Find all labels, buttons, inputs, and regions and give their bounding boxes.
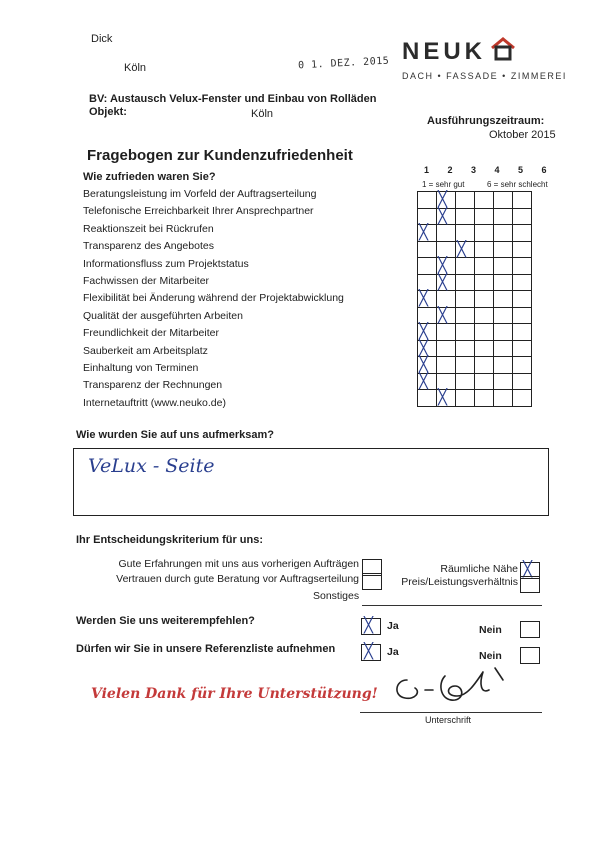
rating-cell[interactable] (513, 225, 532, 242)
rating-cell[interactable] (494, 324, 513, 341)
check-mark-icon: ╳ (364, 616, 374, 634)
rating-cell[interactable] (513, 340, 532, 357)
recommend-ja-label: Ja (387, 620, 399, 632)
rating-cell[interactable] (494, 357, 513, 374)
reference-question: Dürfen wir Sie in unsere Referenzliste aufnehmen (76, 643, 336, 655)
sonstiges-label: Sonstiges (313, 590, 360, 602)
criterion-label: Internetauftritt (www.neuko.de) (83, 396, 226, 409)
scale-header (417, 165, 557, 177)
rating-row (418, 357, 532, 374)
criterion-label: Transparenz des Angebotes (83, 240, 214, 253)
rating-cell[interactable] (494, 225, 513, 242)
scale-good: 1 = sehr gut (422, 180, 465, 189)
rating-cell[interactable] (494, 291, 513, 308)
check-mark-icon: ╳ (419, 338, 429, 357)
rating-row (418, 390, 532, 407)
rating-cell[interactable] (418, 291, 437, 308)
rating-cell[interactable] (494, 258, 513, 275)
criterion-left-checkbox-2[interactable] (362, 573, 382, 590)
rating-cell[interactable] (456, 340, 475, 357)
rating-cell[interactable] (475, 307, 494, 324)
rating-grid (417, 191, 532, 407)
rating-cell[interactable] (437, 208, 456, 225)
zeitraum-value: Oktober 2015 (489, 129, 556, 141)
rating-row (418, 208, 532, 225)
date-stamp: 0 1. DEZ. 2015 (297, 55, 390, 72)
criterion-label: Freundlichkeit der Mitarbeiter (83, 327, 219, 340)
objekt-city: Köln (251, 108, 274, 120)
criterion-label: Beratungsleistung im Vorfeld der Auftragserteilung (83, 188, 317, 200)
rating-cell[interactable] (475, 324, 494, 341)
rating-cell[interactable] (456, 357, 475, 374)
rating-cell[interactable] (513, 357, 532, 374)
rating-cell[interactable] (418, 373, 437, 390)
rating-cell[interactable] (475, 357, 494, 374)
criterion-label: Fachwissen der Mitarbeiter (83, 275, 210, 287)
criterion-label: Qualität der ausgeführten Arbeiten (83, 309, 243, 322)
check-mark-icon: ╳ (419, 322, 429, 340)
criterion-label: Sauberkeit am Arbeitsplatz (83, 344, 208, 357)
rating-cell[interactable] (456, 324, 475, 341)
house-o-icon (490, 37, 516, 61)
rating-cell[interactable] (494, 274, 513, 291)
customer-name: Dick (91, 33, 113, 45)
criterion-label: Informationsfluss zum Projektstatus (83, 257, 249, 270)
neuko-logo (402, 37, 516, 66)
check-mark-icon: ╳ (419, 223, 429, 241)
check-mark-icon: ╳ (419, 371, 429, 390)
rating-row (418, 324, 532, 341)
attention-answer: VeLux - Seite (88, 455, 215, 477)
criterion-label: Flexibilität bei Änderung während der Projektabwicklung (83, 292, 344, 305)
reference-ja-label: Ja (387, 646, 399, 658)
attention-question: Wie wurden Sie auf uns aufmerksam? (76, 429, 274, 441)
check-mark-icon: ╳ (523, 560, 533, 578)
rating-cell[interactable] (513, 274, 532, 291)
rating-cell[interactable] (475, 373, 494, 390)
rating-cell[interactable] (475, 274, 494, 291)
rating-cell[interactable] (494, 208, 513, 225)
rating-cell[interactable] (437, 357, 456, 374)
rating-cell[interactable] (513, 192, 532, 209)
criterion-label: Einhaltung von Terminen (83, 362, 199, 374)
signature-label: Unterschrift (425, 715, 472, 725)
check-mark-icon: ╳ (419, 289, 429, 307)
rating-cell[interactable] (437, 340, 456, 357)
customer-city: Köln (124, 62, 147, 74)
rating-cell[interactable] (494, 241, 513, 258)
check-mark-icon: ╳ (438, 256, 448, 274)
signature-line[interactable] (360, 712, 542, 713)
sonstiges-line[interactable] (362, 605, 542, 606)
check-mark-icon: ╳ (364, 642, 374, 660)
rating-cell[interactable] (513, 390, 532, 407)
scale-numbers (417, 165, 557, 177)
rating-cell[interactable] (456, 291, 475, 308)
thanks-text: Vielen Dank für Ihre Unterstützung! (91, 686, 378, 702)
rating-cell[interactable] (494, 340, 513, 357)
rating-cell[interactable] (475, 291, 494, 308)
signature-icon (385, 662, 525, 712)
rating-cell[interactable] (437, 390, 456, 407)
scale-number: 2 (447, 165, 453, 175)
rating-cell[interactable] (456, 307, 475, 324)
criterion-left-label-1: Gute Erfahrungen mit uns aus vorherigen Aufträgen (118, 558, 359, 570)
rating-row (418, 241, 532, 258)
check-mark-icon: ╳ (438, 305, 448, 324)
rating-cell[interactable] (456, 241, 475, 258)
rating-cell[interactable] (418, 390, 437, 407)
rating-cell[interactable] (513, 291, 532, 308)
rating-cell[interactable] (475, 340, 494, 357)
rating-cell[interactable] (418, 258, 437, 275)
rating-cell[interactable] (475, 390, 494, 407)
recommend-nein-checkbox[interactable] (520, 621, 540, 638)
rating-cell[interactable] (494, 192, 513, 209)
recommend-ja-checkbox[interactable] (361, 618, 381, 635)
bv-line: BV: Austausch Velux-Fenster und Einbau von Rolläden (89, 93, 377, 105)
scale-number: 5 (518, 165, 524, 175)
criterion-label: Telefonische Erreichbarkeit Ihrer Ansprechpartner (83, 205, 314, 218)
check-mark-icon: ╳ (438, 388, 448, 406)
criterion-label: Reaktionszeit bei Rückrufen (83, 222, 214, 235)
recommend-question: Werden Sie uns weiterempfehlen? (76, 615, 255, 627)
rating-row (418, 291, 532, 308)
rating-cell[interactable] (456, 390, 475, 407)
check-mark-icon: ╳ (438, 190, 448, 208)
rating-cell[interactable] (475, 241, 494, 258)
rating-cell[interactable] (475, 258, 494, 275)
rating-cell[interactable] (456, 208, 475, 225)
scale-number: 1 (424, 165, 430, 175)
rating-cell[interactable] (456, 258, 475, 275)
attention-answer-box[interactable] (73, 448, 549, 516)
scale-number: 3 (471, 165, 477, 175)
rating-cell[interactable] (437, 324, 456, 341)
rating-cell[interactable] (418, 225, 437, 242)
rating-row (418, 225, 532, 242)
rating-row (418, 340, 532, 357)
zeitraum-label: Ausführungszeitraum: (427, 115, 545, 127)
logo-tagline: DACH • FASSADE • ZIMMEREI (402, 71, 567, 81)
check-mark-icon: ╳ (438, 272, 448, 291)
rating-row (418, 258, 532, 275)
rating-cell[interactable] (513, 258, 532, 275)
rating-cell[interactable] (494, 307, 513, 324)
rating-cell[interactable] (475, 192, 494, 209)
criterion-left-label-2: Vertrauen durch gute Beratung vor Auftragserteilung (116, 573, 359, 585)
check-mark-icon: ╳ (438, 206, 448, 225)
rating-cell[interactable] (456, 274, 475, 291)
scale-number: 4 (494, 165, 500, 175)
rating-row (418, 274, 532, 291)
rating-cell[interactable] (475, 225, 494, 242)
rating-cell[interactable] (513, 373, 532, 390)
objekt-label: Objekt: (89, 106, 127, 118)
rating-cell[interactable] (513, 324, 532, 341)
rating-cell[interactable] (513, 241, 532, 258)
scale-bad: 6 = sehr schlecht (487, 180, 548, 189)
criterion-label: Transparenz der Rechnungen (83, 379, 223, 392)
reference-ja-checkbox[interactable] (361, 644, 381, 661)
criterion-right-label-1: Räumliche Nähe (440, 563, 518, 575)
form-title: Fragebogen zur Kundenzufriedenheit (87, 147, 353, 164)
rating-cell[interactable] (513, 307, 532, 324)
recommend-nein-label: Nein (479, 624, 502, 636)
rating-cell[interactable] (456, 192, 475, 209)
rating-row (418, 307, 532, 324)
reference-nein-label: Nein (479, 650, 502, 662)
rating-cell[interactable] (494, 390, 513, 407)
check-mark-icon: ╳ (419, 355, 429, 373)
rating-cell[interactable] (494, 373, 513, 390)
rating-cell[interactable] (418, 192, 437, 209)
criterion-right-checkbox-2[interactable] (520, 576, 540, 593)
rating-cell[interactable] (456, 373, 475, 390)
logo-text: NEUK (402, 38, 487, 65)
rating-row (418, 192, 532, 209)
section-question: Wie zufrieden waren Sie? (83, 171, 216, 183)
rating-cell[interactable] (437, 274, 456, 291)
rating-cell[interactable] (475, 208, 494, 225)
rating-row (418, 373, 532, 390)
rating-cell[interactable] (437, 225, 456, 242)
rating-cell[interactable] (418, 241, 437, 258)
rating-cell[interactable] (513, 208, 532, 225)
scale-number: 6 (541, 165, 547, 175)
criterion-right-label-2: Preis/Leistungsverhältnis (401, 576, 518, 588)
rating-cell[interactable] (437, 307, 456, 324)
criterion-title: Ihr Entscheidungskriterium für uns: (76, 534, 264, 546)
check-mark-icon: ╳ (457, 239, 467, 258)
